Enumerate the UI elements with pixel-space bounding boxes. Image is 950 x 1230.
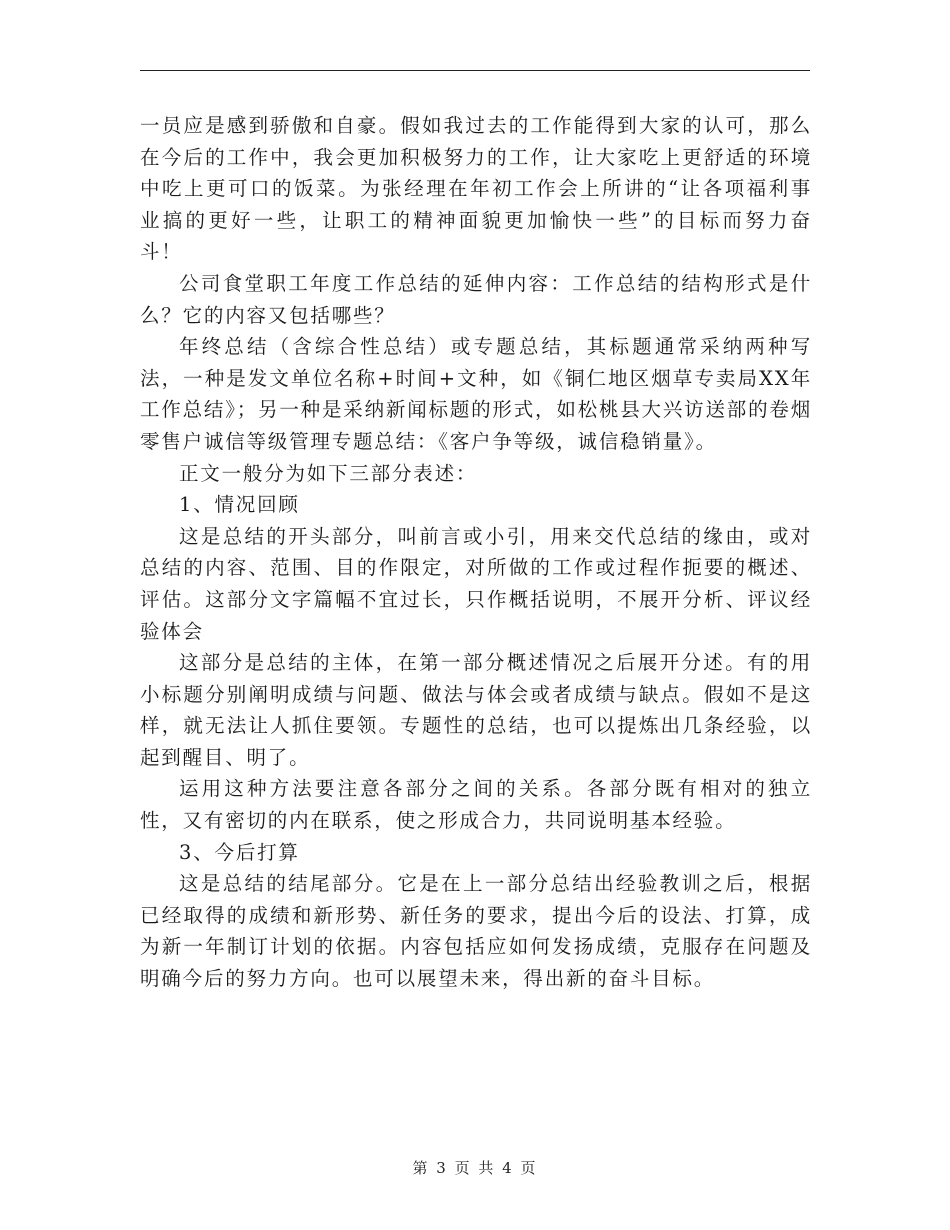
paragraph: 这部分是总结的主体，在第一部分概述情况之后展开分述。有的用小标题分别阐明成绩与问题、做法与体会或者成绩与缺点。假如不是这样，就无法让人抓住要领。专题性的总结，也可以提炼出几条经验，以起到醒目、明了。 xyxy=(140,651,812,769)
paragraph: 公司食堂职工年度工作总结的延伸内容：工作总结的结构形式是什么？它的内容又包括哪些？ xyxy=(140,271,812,327)
paragraph: 年终总结（含综合性总结）或专题总结，其标题通常采纳两种写法，一种是发文单位名称+时间+文种，如《铜仁地区烟草专卖局XX年工作总结》；另一种是采纳新闻标题的形式，如松桃县大兴访送部的卷烟零售户诚信等级管理专题总结：《客户争等级，诚信稳销量》。 xyxy=(140,335,812,453)
header-rule xyxy=(140,70,810,71)
section-heading: 1、情况回顾 xyxy=(179,493,300,517)
page-footer: 第 3 页 共 4 页 xyxy=(412,1159,538,1177)
paragraph: 运用这种方法要注意各部分之间的关系。各部分既有相对的独立性，又有密切的内在联系，使之形成合力，共同说明基本经验。 xyxy=(140,777,812,833)
paragraph: 这是总结的开头部分，叫前言或小引，用来交代总结的缘由，或对总结的内容、范围、目的作限定，对所做的工作或过程作扼要的概述、评估。这部分文字篇幅不宜过长，只作概括说明，不展开分析、评议经验体会 xyxy=(140,524,812,643)
paragraph: 一员应是感到骄傲和自豪。假如我过去的工作能得到大家的认可，那么在今后的工作中，我会更加积极努力的工作，让大家吃上更舒适的环境中吃上更可口的饭菜。为张经理在年初工作会上所讲的“让各项福利事业搞的更好一些，让职工的精神面貌更加愉快一些”的目标而努力奋斗！ xyxy=(140,114,812,264)
section-heading: 3、今后打算 xyxy=(179,840,300,864)
document-body xyxy=(140,110,812,995)
paragraph: 这是总结的结尾部分。它是在上一部分总结出经验教训之后，根据已经取得的成绩和新形势、新任务的要求，提出今后的设法、打算，成为新一年制订计划的依据。内容包括应如何发扬成绩，克服存在问题及明确今后的努力方向。也可以展望未来，得出新的奋斗目标。 xyxy=(140,872,812,991)
paragraph: 正文一般分为如下三部分表述： xyxy=(179,461,478,485)
